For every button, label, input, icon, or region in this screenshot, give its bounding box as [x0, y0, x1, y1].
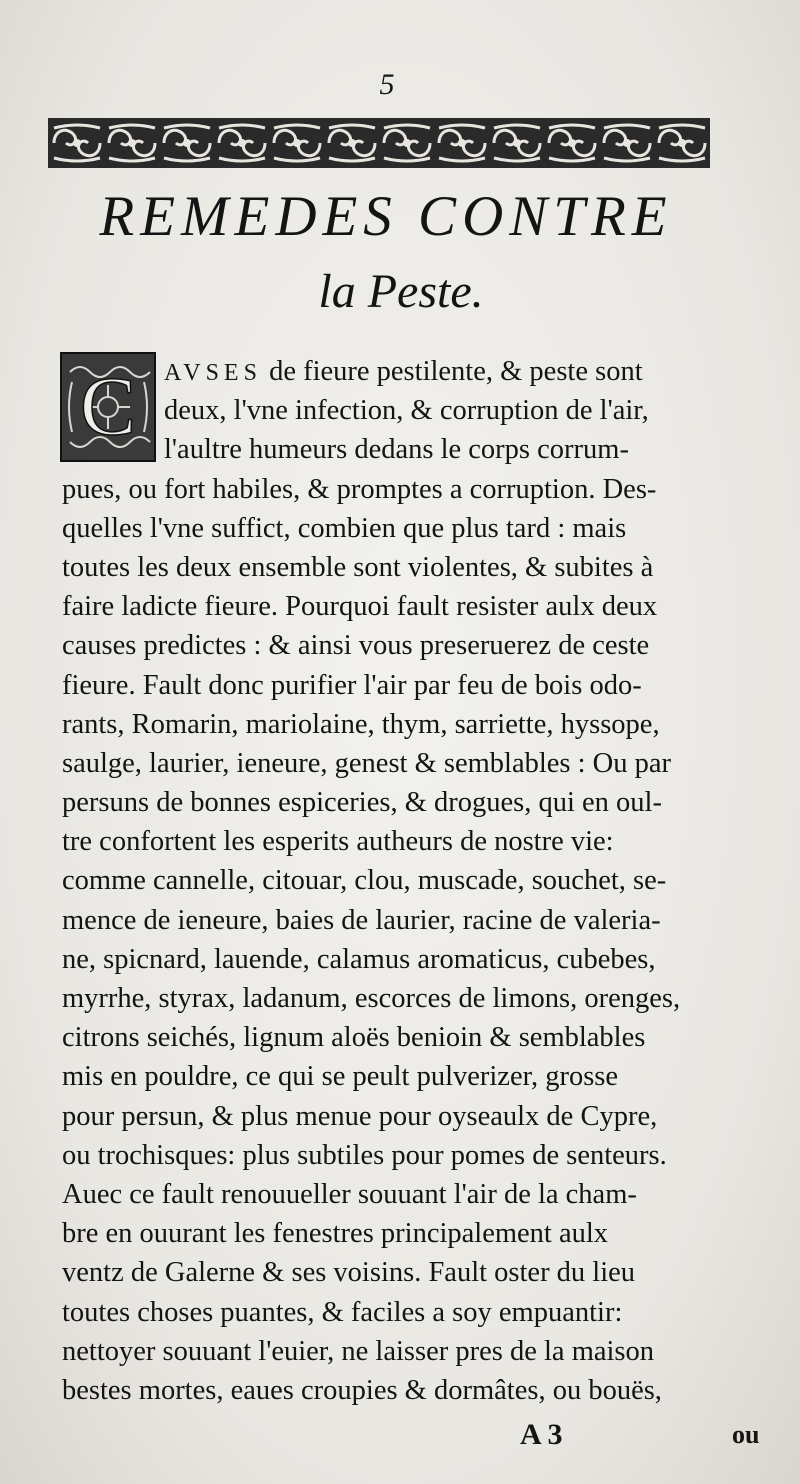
text-line: quelles l'vne suffict, combien que plus tard : mais: [62, 512, 627, 544]
text-line: persuns de bonnes espiceries, & drogues, qui en oul-: [62, 787, 662, 819]
text-line: tre confortent les esperits autheurs de nostre vie:: [62, 826, 614, 858]
text-line: pues, ou fort habiles, & promptes a corruption. Des-: [62, 473, 657, 505]
text-line: toutes les deux ensemble sont violentes, & subites à: [62, 551, 654, 583]
text-line: mence de ieneure, baies de laurier, racine de valeria-: [62, 904, 661, 936]
page-subtitle: la Peste.: [318, 265, 484, 318]
body-text: [62, 352, 764, 1410]
page-title: REMEDES CONTRE: [99, 185, 673, 248]
text-line: bestes mortes, eaues croupies & dormâtes, ou bouës,: [62, 1374, 662, 1406]
text-line: nettoyer souuant l'euier, ne laisser pres de la maison: [62, 1335, 655, 1367]
text-line: rants, Romarin, mariolaine, thym, sarriette, hyssope,: [62, 708, 660, 740]
text-line: Auec ce fault renouueller souuant l'air de la cham-: [62, 1178, 637, 1210]
drop-cap-letter: C: [79, 360, 137, 453]
text-line: bre en ouurant les fenestres principalement aulx: [62, 1218, 609, 1250]
text-line: fieure. Fault donc purifier l'air par feu de bois odo-: [62, 669, 642, 701]
text-line: mis en pouldre, ce qui se peult pulverizer, grosse: [62, 1061, 619, 1093]
text-line: comme cannelle, citouar, clou, muscade, souchet, se-: [62, 865, 667, 897]
text-line: saulge, laurier, ieneure, genest & semblables : Ou par: [62, 747, 672, 779]
text-line: causes predictes : & ainsi vous preseruerez de ceste: [62, 630, 650, 662]
catchword: ou: [732, 1420, 760, 1449]
page-number: 5: [379, 68, 395, 101]
text-line: ne, spicnard, lauende, calamus aromaticus, cubebes,: [62, 943, 656, 975]
text-line: l'aultre humeurs dedans le corps corrum-: [164, 434, 629, 466]
text-line: citrons seichés, lignum aloës benioin & semblables: [62, 1022, 646, 1054]
text-line: ventz de Galerne & ses voisins. Fault oster du lieu: [62, 1257, 636, 1289]
signature-mark: A 3: [520, 1418, 563, 1451]
text-line: ou trochisques: plus subtiles pour pomes de senteurs.: [62, 1139, 667, 1171]
text-line: myrrhe, styrax, ladanum, escorces de limons, orenges,: [62, 983, 681, 1014]
ornamental-band: [48, 118, 710, 168]
text-line: AVSES de fieure pestilente, & peste sont: [164, 356, 643, 387]
text-line: faire ladicte fieure. Pourquoi fault resister aulx deux: [62, 591, 658, 623]
text-line: pour persun, & plus menue pour oyseaulx de Cypre,: [62, 1100, 658, 1132]
text-line: deux, l'vne infection, & corruption de l'air,: [164, 395, 649, 427]
text-line: toutes choses puantes, & faciles a soy empuantir:: [62, 1296, 623, 1328]
